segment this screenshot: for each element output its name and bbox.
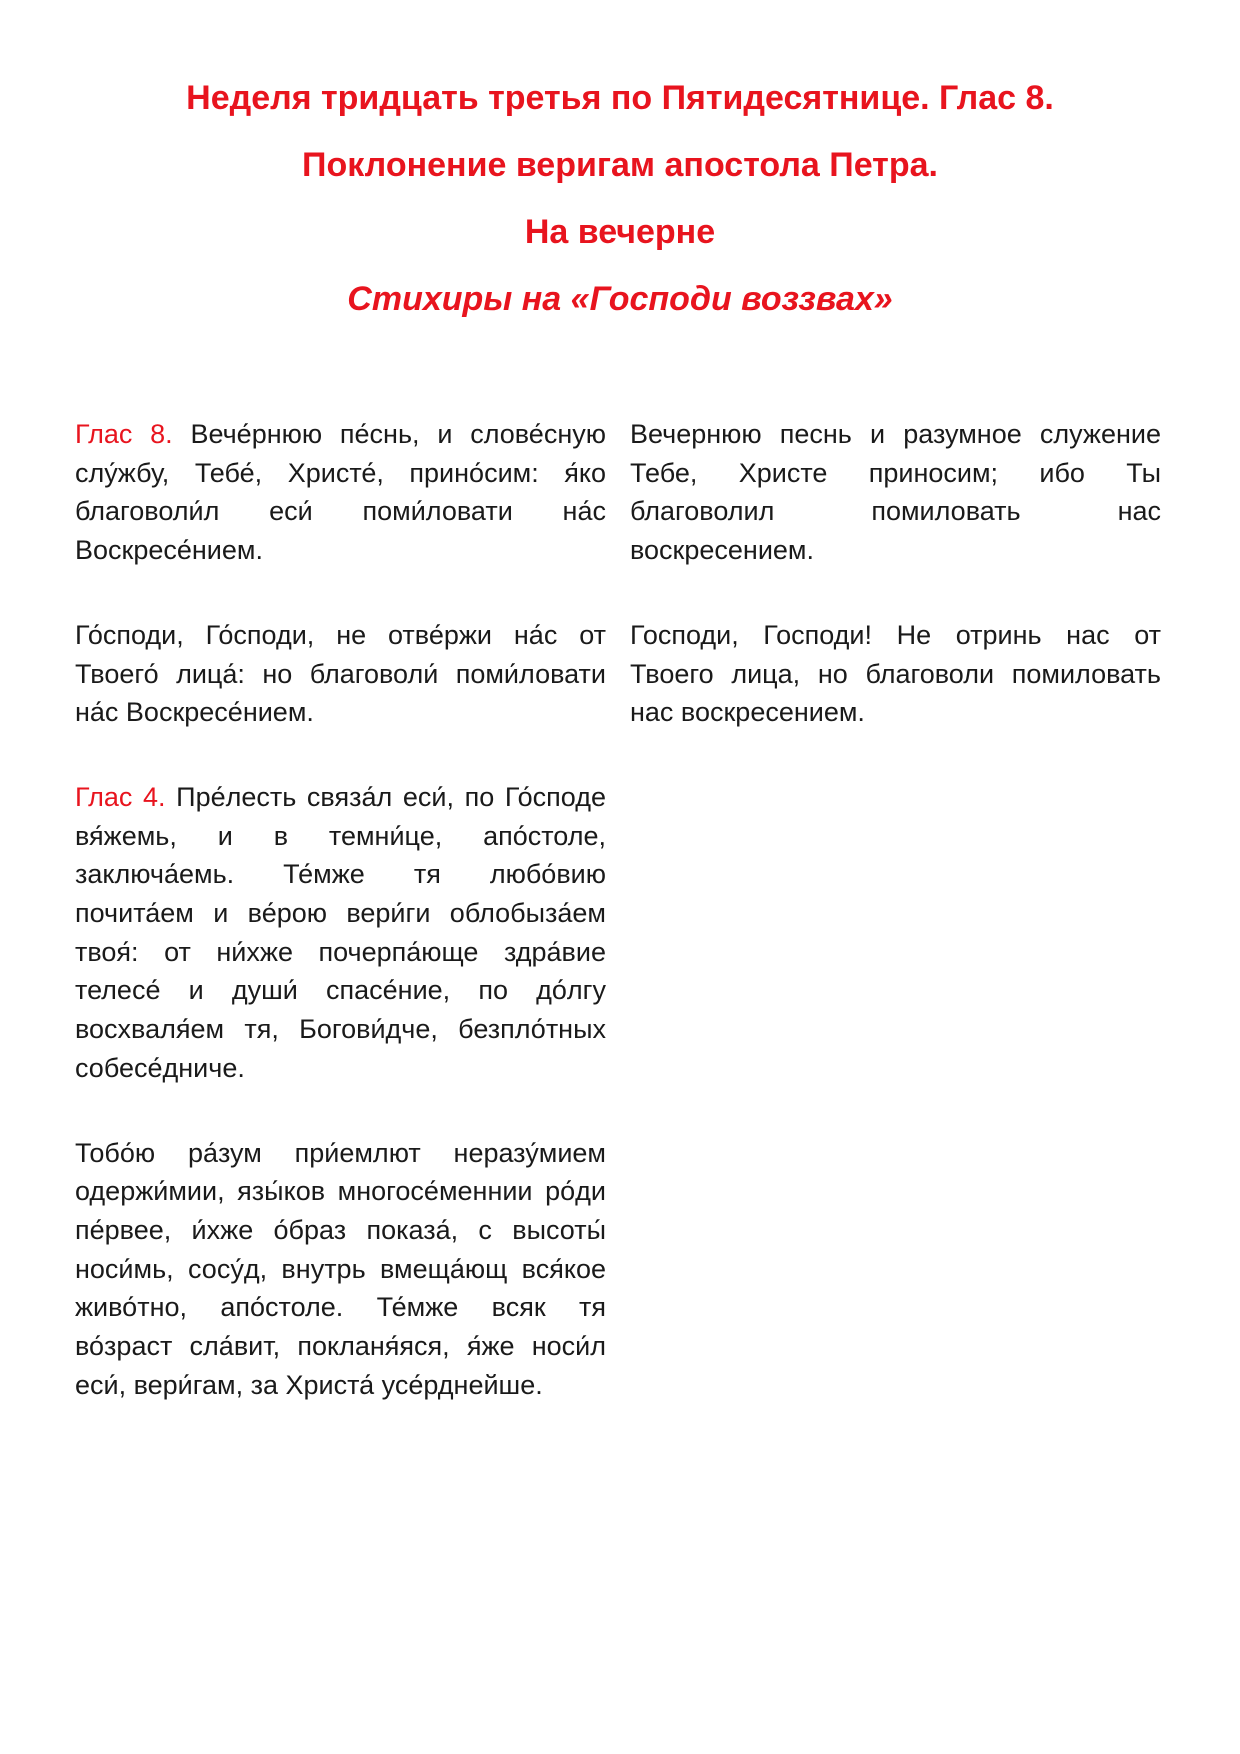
stichera-text: Тобо́ю ра́зум при́емлют неразу́мием одержи́мии, язы́ков многосе́меннии ро́ди пе́рвее, и́хже о́браз показа́, с высоты́ носи́мь, сосу́д, внутрь вмеща́ющ вся́кое живо́тно, апо́столе. Те́мже всяк тя во́зраст сла́вит, покланя́яся, я́же носи́л еси́, вери́гам, за Христа́ усе́рднейше. <box>75 1137 606 1400</box>
section-heading: На вечерне <box>524 213 716 251</box>
stichera-text: Пре́лесть связа́л еси́, по Го́споде вя́жемь, и в темни́це, апо́столе, заключа́емь. Те́мже тя любо́вию почита́ем и ве́рою вери́ги облобыза́ем твоя́: от ни́хже почерпа́юще здра́вие телесе́ и души́ спасе́ние, по до́лгу восхваля́ем тя, Богови́дче, безпло́тных собесе́дниче. <box>75 781 606 1083</box>
stichera-text: Го́споди, Го́споди, не отве́ржи на́с от Твоего́ лица́: но благоволи́ поми́ловати на́с Воскресе́нием. <box>75 619 606 728</box>
subsection-heading: Стихиры на «Господи воззвах» <box>347 280 893 318</box>
stichera-paragraph <box>75 1134 606 1405</box>
translation-paragraph <box>630 415 1161 570</box>
tone-label: Глас 8. <box>75 419 173 449</box>
church-slavonic-column <box>75 415 606 1450</box>
page-subtitle: Поклонение веригам апостола Петра. <box>302 146 938 184</box>
page-title: Неделя тридцать третья по Пятидесятнице. Глас 8. <box>186 79 1054 117</box>
stichera-text: Вече́рнюю пе́снь, и слове́сную слу́жбу, Тебе́, Христе́, прино́сим: я́ко благоволи́л еси́ поми́ловати на́с Воскресе́нием. <box>75 419 606 566</box>
translation-text: Господи, Господи! Не отринь нас от Твоего лица, но благоволи помиловать нас воскресением. <box>630 619 1161 728</box>
stichera-paragraph <box>75 616 606 732</box>
russian-translation-column <box>630 415 1161 778</box>
tone-label: Глас 4. <box>75 781 166 812</box>
stichera-paragraph <box>75 778 606 1088</box>
stichera-paragraph <box>75 415 606 570</box>
translation-paragraph <box>630 616 1161 732</box>
translation-text: Вечернюю песнь и разумное служение Тебе, Христе приносим; ибо Ты благоволил помиловать нас воскресением. <box>630 419 1161 566</box>
